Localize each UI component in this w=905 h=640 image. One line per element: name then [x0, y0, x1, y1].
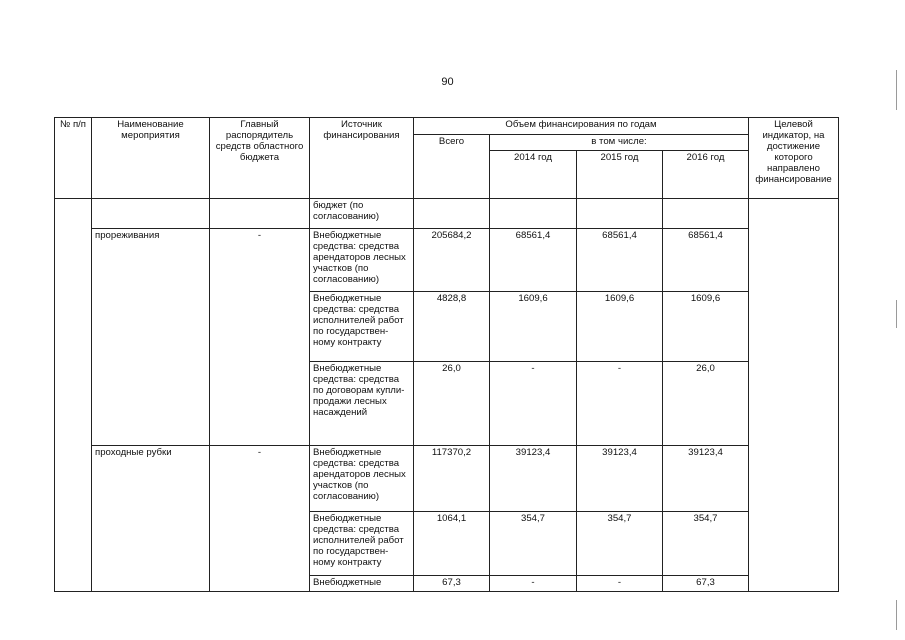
edge-mark — [896, 600, 897, 630]
cell-source: бюджет (по согласованию) — [310, 199, 414, 229]
cell-manager — [210, 199, 310, 229]
cell-source: Внебюджетные средства: средства исполнителей работ по государствен-ному контракту — [310, 292, 414, 362]
cell-2016: 1609,6 — [663, 292, 749, 362]
cell-total: 4828,8 — [414, 292, 490, 362]
cell-2015: 68561,4 — [577, 229, 663, 292]
cell-2015: 354,7 — [577, 512, 663, 576]
cell-2016: 67,3 — [663, 576, 749, 592]
cell-2015 — [577, 199, 663, 229]
cell-total: 205684,2 — [414, 229, 490, 292]
cell-indicator — [749, 199, 839, 592]
cell-total — [414, 199, 490, 229]
edge-mark — [896, 300, 897, 328]
cell-2015: - — [577, 576, 663, 592]
cell-2015: - — [577, 362, 663, 446]
header-name: Наименование мероприятия — [92, 118, 210, 199]
cell-2016 — [663, 199, 749, 229]
cell-total: 67,3 — [414, 576, 490, 592]
cell-source: Внебюджетные — [310, 576, 414, 592]
cell-2016: 26,0 — [663, 362, 749, 446]
table-row — [55, 199, 839, 229]
cell-source: Внебюджетные средства: средства по договорам купли-продажи лесных насаждений — [310, 362, 414, 446]
cell-name: прореживания — [92, 229, 210, 446]
cell-2015: 1609,6 — [577, 292, 663, 362]
cell-name: проходные рубки — [92, 446, 210, 592]
cell-2014 — [490, 199, 577, 229]
table-row — [55, 446, 839, 512]
header-num: № п/п — [55, 118, 92, 199]
header-manager: Главный распорядитель средств областного бюджета — [210, 118, 310, 199]
cell-2015: 39123,4 — [577, 446, 663, 512]
header-source: Источник финансирования — [310, 118, 414, 199]
cell-source: Внебюджетные средства: средства арендаторов лесных участков (по согласованию) — [310, 446, 414, 512]
header-2015: 2015 год — [577, 151, 663, 199]
cell-2014: 1609,6 — [490, 292, 577, 362]
cell-total: 26,0 — [414, 362, 490, 446]
cell-source: Внебюджетные средства: средства исполнителей работ по государствен-ному контракту — [310, 512, 414, 576]
cell-2014: - — [490, 362, 577, 446]
cell-2014: 39123,4 — [490, 446, 577, 512]
header-indicator: Целевой индикатор, на достижение которого направлено финансирование — [749, 118, 839, 199]
cell-2016: 68561,4 — [663, 229, 749, 292]
cell-2014: 354,7 — [490, 512, 577, 576]
header-2016: 2016 год — [663, 151, 749, 199]
page-number: 90 — [441, 76, 454, 88]
cell-2014: - — [490, 576, 577, 592]
header-total: Всего — [414, 135, 490, 199]
cell-manager: - — [210, 446, 310, 592]
cell-2016: 39123,4 — [663, 446, 749, 512]
cell-total: 1064,1 — [414, 512, 490, 576]
header-2014: 2014 год — [490, 151, 577, 199]
edge-mark — [896, 70, 897, 110]
cell-2014: 68561,4 — [490, 229, 577, 292]
cell-manager: - — [210, 229, 310, 446]
cell-num — [55, 199, 92, 592]
header-volume: Объем финансирования по годам — [414, 118, 749, 135]
table-row — [55, 229, 839, 292]
cell-source: Внебюджетные средства: средства арендаторов лесных участков (по согласованию) — [310, 229, 414, 292]
cell-total: 117370,2 — [414, 446, 490, 512]
cell-name — [92, 199, 210, 229]
financing-table — [54, 117, 839, 592]
cell-2016: 354,7 — [663, 512, 749, 576]
header-including: в том числе: — [490, 135, 749, 151]
